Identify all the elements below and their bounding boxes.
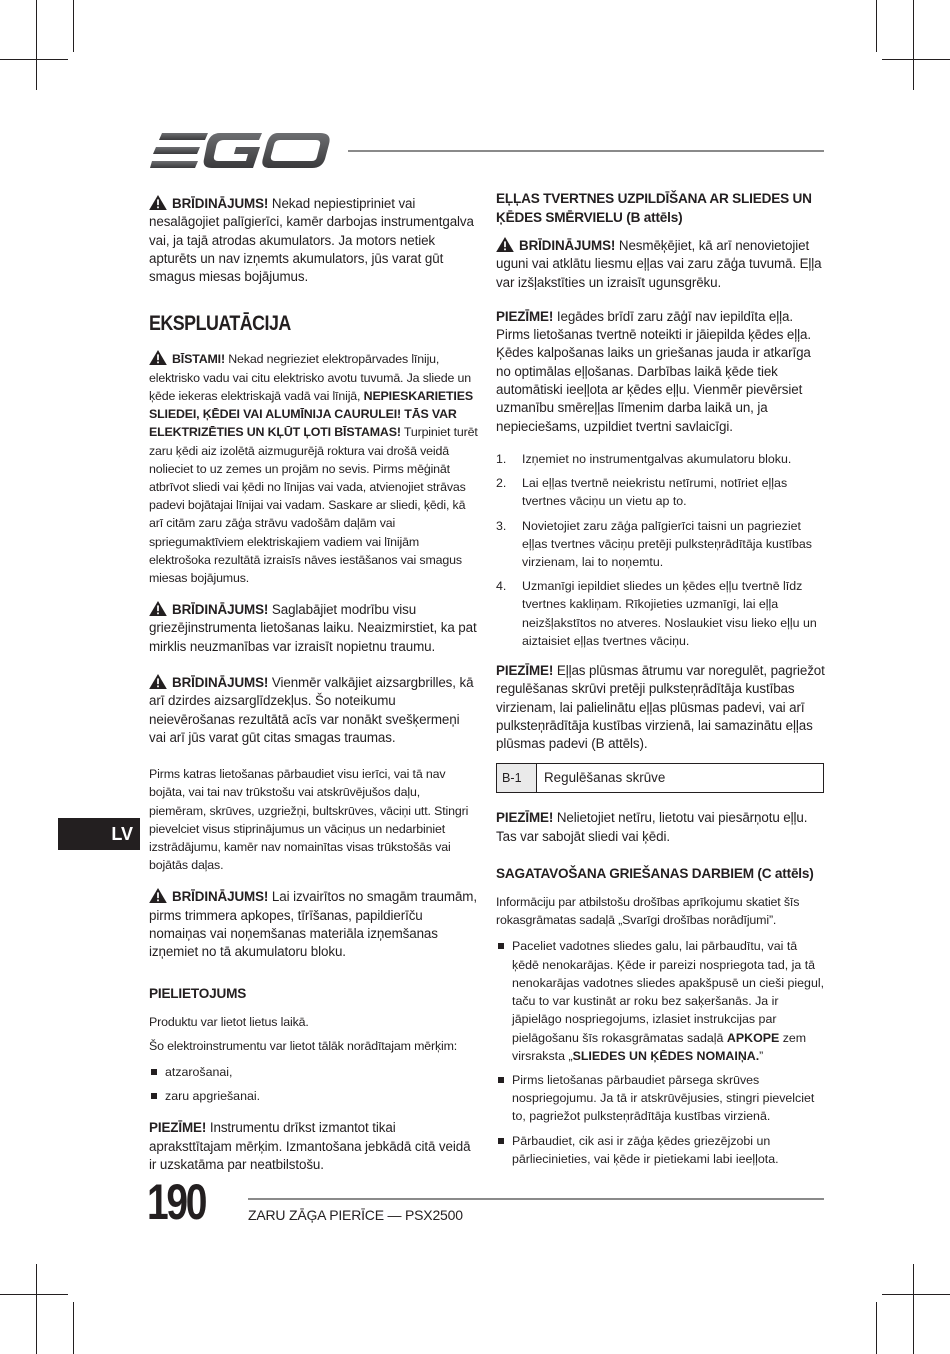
crop-mark xyxy=(876,1302,877,1354)
warning-icon xyxy=(496,237,514,252)
step-text: Uzmanīgi iepildiet sliedes un ķēdes eļļu tvertnē līdz tvertnes kakliņam. Rīkojieties uzmanīgi, lai eļļa neizšļakstītos no atveres. Noslaukiet visu lieko eļļu un aiztaisiet eļļas tvertnes vāciņu. xyxy=(522,579,817,648)
warning-label: BRĪDINĀJUMS! xyxy=(519,238,616,253)
crop-mark xyxy=(0,1294,68,1295)
warning-icon xyxy=(149,350,167,365)
danger-text-continued: Turpiniet turēt zaru ķēdi aiz izolētā aizmugurējā roktura vai drošā veidā nolieciet to uz zemes un projām no sevis. Pirms mēģināt atbrīvot sliedi vai ķēdi no līnijas vai vada, atvienojiet strāvas padevi bojātajai līnijai vai vadam. Saskare ar sliedi, ķēdi, kā arī citām zaru zāģa strāvu vadošām daļām vai spriegumaktīviem elektriskajiem vadiem vai līnijām elektrošoka rezultātā izraisīs nāves iestāšanos vai smagus miesas bojājumus. xyxy=(149,425,478,585)
list-item xyxy=(496,474,826,510)
inspection-paragraph: Pirms katras lietošanas pārbaudiet visu ierīci, vai tā nav bojāta, vai tai nav trūkstošu vai atskrūvējušos daļu, piemēram, skrūves, uzgriežņi, bultskrūves, vāciņi utt. Stingri pievelciet visus stiprinājumus un vāciņus un nedarbiniet izstrādājumu, kamēr nav nomainītas visas trūkstošās vai bojātās daļas. xyxy=(149,767,469,873)
crop-mark xyxy=(876,0,877,52)
note-text: Nelietojiet netīru, lietotu vai piesārņotu eļļu. Tas var sabojāt sliedi vai ķēdi. xyxy=(496,810,808,844)
footer-rule xyxy=(248,1198,824,1200)
warning-label: BRĪDINĀJUMS! xyxy=(172,602,269,618)
warning-text: Vienmēr valkājiet aizsargbrilles, kā arī dzirdes aizsarglīdzekļus. Šo noteikumu neievērošanas rezultātā acīs var nonākt svešķermeņi vai arī jūs varat gūt citas smagas traumas. xyxy=(149,675,474,745)
preparation-intro: Informāciju par atbilstošu drošības aprīkojumu skatiet šīs rokasgrāmatas sadaļā „Svarīgi drošības norādījumi”. xyxy=(496,895,800,928)
list-item: atzarošanai, xyxy=(149,1063,479,1081)
step-text: Lai eļļas tvertnē neiekristu netīrumi, notīriet eļļas tvertnes vāciņu un vietu ap to. xyxy=(522,476,788,509)
usage-paragraph: Produktu var lietot lietus laikā. xyxy=(149,1014,309,1029)
warning-icon xyxy=(149,888,167,903)
step-text: Novietojiet zaru zāģa palīgierīci taisni un pagrieziet eļļas tvertnes vāciņu pretēji pulksteņrādītāja kustības virzienam, lai to noņemtu. xyxy=(522,518,812,569)
item-emphasis: SLIEDES UN ĶĒDES NOMAIŅA. xyxy=(572,1048,760,1063)
note-label: PIEZĪME! xyxy=(496,308,554,324)
usage-heading: PIELIETOJUMS xyxy=(149,985,247,1001)
crop-mark xyxy=(73,0,74,52)
crop-mark xyxy=(73,1302,74,1354)
warning-text: Saglabājiet modrību visu griezējinstrumenta lietošanas laiku. Neaizmirstiet, ka pat mirklis neuzmanības var izraisīt nopietnu traumu. xyxy=(149,602,477,654)
note-text: Instrumentu drīkst izmantot tikai apraksttītajam mērķim. Izmantošana jebkādā citā veidā ir uzskatāma par neatbilstošu. xyxy=(149,1120,471,1173)
legend-label: Regulēšanas skrūve xyxy=(544,770,666,786)
crop-mark xyxy=(36,0,37,90)
warning-icon xyxy=(149,674,167,689)
warning-paragraph xyxy=(149,674,479,747)
step-number: 3. xyxy=(496,518,507,533)
left-column xyxy=(149,195,479,1188)
list-item xyxy=(496,937,826,1064)
list-item: Pārbaudiet, cik asi ir zāģa ķēdes griezējzobi un pārliecinieties, vai ķēde ir pietiekami labi ieeļļota. xyxy=(496,1132,826,1168)
right-column xyxy=(496,191,826,1182)
note-label: PIEZĪME! xyxy=(496,663,554,678)
note-text: Iegādes brīdī zaru zāģī nav iepildīta eļļa. Pirms lietošanas tvertnē noteikti ir jāiepilda ķēdes eļļa. Ķēdes kalpošanas laiks un griešanas jauda ir atkarīga no optimālas eļļošanas. Darbības laikā ķēde tiek automātiski ieeļļota ar ķēdes eļļu. Vienmēr pievērsiet uzmanību smēreļļas līmenim darba laikā un, ja nepieciešams, uzpildiet tvertni savlaicīgi. xyxy=(496,308,811,434)
crop-mark xyxy=(913,1264,914,1354)
item-text: ” xyxy=(759,1048,764,1063)
language-tab: LV xyxy=(58,818,140,850)
warning-label: BRĪDINĀJUMS! xyxy=(172,889,269,905)
warning-label: BRĪDINĀJUMS! xyxy=(172,675,269,691)
list-item xyxy=(496,450,826,468)
usage-paragraph: Šo elektroinstrumentu var lietot tālāk norādītajam mērķim: xyxy=(149,1038,458,1053)
filling-steps xyxy=(496,450,826,650)
step-number: 4. xyxy=(496,579,507,594)
list-item xyxy=(496,577,826,650)
step-number: 1. xyxy=(496,451,507,466)
crop-mark xyxy=(36,1264,37,1354)
ego-logo xyxy=(150,131,330,171)
footer-title: ZARU ZĀĢA PIERĪCE — PSX2500 xyxy=(248,1207,463,1223)
warning-icon xyxy=(149,195,167,210)
section-title: EKSPLUATĀCIJA xyxy=(149,312,291,336)
legend-code: B-1 xyxy=(497,764,537,792)
page-number: 190 xyxy=(147,1174,206,1230)
note-paragraph xyxy=(149,1119,479,1174)
danger-paragraph xyxy=(149,350,479,587)
warning-paragraph xyxy=(149,195,479,286)
preparation-list xyxy=(496,937,826,1167)
legend-table xyxy=(496,763,824,793)
warning-paragraph xyxy=(149,888,479,961)
danger-emphasis: NEPIESKARIETIES SLIEDEI, ĶĒDEI VAI ALUMĪNIJA CAURULEI! TĀS VAR ELEKTRIZĒTIES UN KĻŪT ĻOTI BĪSTAMAS! xyxy=(149,388,473,440)
note-label: PIEZĪME! xyxy=(149,1120,207,1136)
header-rule xyxy=(348,150,824,152)
warning-label: BRĪDINĀJUMS! xyxy=(172,196,269,211)
preparation-heading: SAGATAVOŠANA GRIEŠANAS DARBIEM (C attēls) xyxy=(496,866,814,882)
crop-mark xyxy=(882,59,950,60)
warning-text: Lai izvairītos no smagām traumām, pirms trimmera apkopes, tīrīšanas, papildierīču nomaiņas vai noņemšanas materiāla izņemšanas izņemiet no tā akumulatoru bloku. xyxy=(149,889,477,960)
note-text: Eļļas plūsmas ātrumu var noregulēt, pagriežot regulēšanas skrūvi pretēji pulksteņrādītāja kustības virzienam, lai palielinātu eļļas plūsmas padevi, vai arī pulksteņrādītāja kustības virzienā, lai samazinātu eļļas plūsmas padevi (B attēls). xyxy=(496,663,825,752)
warning-paragraph xyxy=(149,601,479,656)
crop-mark xyxy=(913,0,914,90)
danger-label: BĪSTAMI! xyxy=(172,352,225,367)
crop-mark xyxy=(882,1294,950,1295)
warning-text: Nesmēķējiet, kā arī nenovietojiet uguni vai atklātu liesmu eļļas vai zaru zāģa tuvumā. Eļļa var izšļakstīties un izraisīt ugunsgrēku. xyxy=(496,238,822,290)
danger-text: Nekad negrieziet elektropārvades līniju, elektrisko vadu vai citu elektrisko avotu tuvumā. Ja sliede un ķēde iekeras elektriskajā vadā vai līnijā, xyxy=(149,352,471,403)
note-paragraph xyxy=(496,809,826,846)
step-text: Izņemiet no instrumentgalvas akumulatoru bloku. xyxy=(522,451,792,466)
warning-icon xyxy=(149,601,167,616)
note-label: PIEZĪME! xyxy=(496,810,554,826)
step-number: 2. xyxy=(496,476,507,491)
usage-list xyxy=(149,1063,479,1105)
list-item: Pirms lietošanas pārbaudiet pārsega skrūves nospriegojumu. Ja tā ir atskrūvējusies, stingri pievelciet to, pagriežot pulksteņrādītāja kustības virzienā. xyxy=(496,1071,826,1126)
note-paragraph xyxy=(496,662,826,753)
item-text: zem virsraksta „ xyxy=(512,1030,807,1063)
item-emphasis: APKOPE xyxy=(726,1030,780,1045)
warning-text: Nekad nepiestipriniet vai nesalāgojiet palīgierīci, kamēr darbojas instrumentgalva vai, ja tajā atrodas akumulators. Ja motors netiek apturēts un nav izņemts akumulators, jūs varat gūt smagus miesas bojājumus. xyxy=(149,196,474,285)
list-item: zaru apgriešanai. xyxy=(149,1087,479,1105)
item-text: Paceliet vadotnes sliedes galu, lai pārbaudītu, vai tā ķēdē nenokarājas. Ķēde ir pareizi nospriegota tad, ja tā nenokarājas vadotnes sliedes apakšpusē un cieši piegul, taču to var kustināt ar roku bez saķeršanās. Ja ir jāpielāgo nospriegojums, izlasiet instrukcijas par pielāgošanu šīs rokasgrāmatas sadaļā xyxy=(512,939,825,1045)
warning-paragraph xyxy=(496,237,826,292)
note-paragraph xyxy=(496,308,826,436)
crop-mark xyxy=(0,59,68,60)
list-item xyxy=(496,517,826,572)
oil-heading: EĻĻAS TVERTNES UZPILDĪŠANA AR SLIEDES UN ĶĒDES SMĒRVIELU (B attēls) xyxy=(496,191,812,225)
